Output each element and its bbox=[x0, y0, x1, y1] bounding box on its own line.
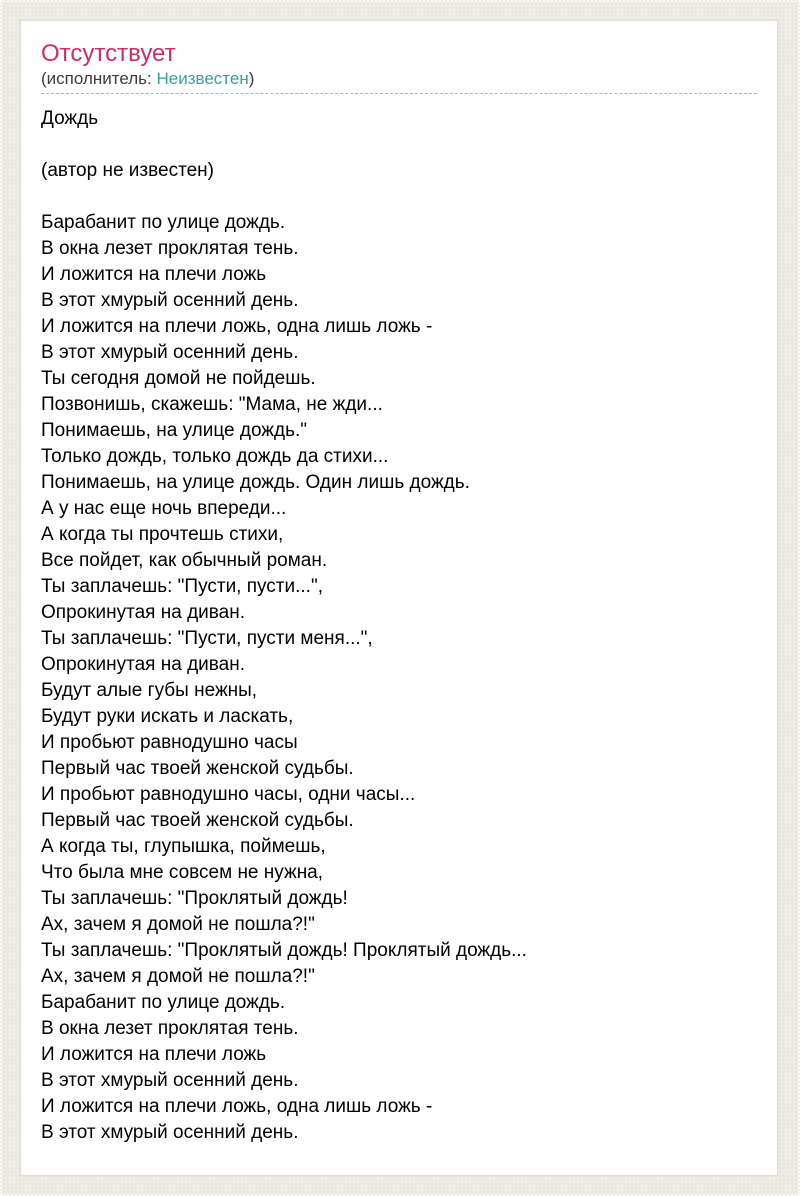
song-header bbox=[41, 41, 757, 94]
lyric-line: Ты сегодня домой не пойдешь. bbox=[41, 368, 316, 389]
lyric-line: А когда ты прочтешь стихи, bbox=[41, 524, 284, 545]
artist-link[interactable]: Неизвестен bbox=[156, 69, 249, 88]
lyric-line: Ах, зачем я домой не пошла?!" bbox=[41, 914, 315, 935]
artist-suffix-label: ) bbox=[248, 69, 255, 88]
lyric-line: В окна лезет проклятая тень. bbox=[41, 1018, 299, 1039]
lyric-line: В этот хмурый осенний день. bbox=[41, 1122, 299, 1143]
lyric-line: Что была мне совсем не нужна, bbox=[41, 862, 324, 883]
lyric-line: И пробьют равнодушно часы, одни часы... bbox=[41, 784, 416, 805]
lyric-line: Опрокинутая на диван. bbox=[41, 602, 245, 623]
lyric-line: И ложится на плечи ложь, одна лишь ложь - bbox=[41, 316, 433, 337]
lyric-line: Барабанит по улице дождь. bbox=[41, 212, 286, 233]
lyric-line: А у нас еще ночь впереди... bbox=[41, 498, 287, 519]
lyric-line: Все пойдет, как обычный роман. bbox=[41, 550, 328, 571]
artist-prefix-label: (исполнитель: bbox=[41, 69, 157, 88]
lyric-line: И ложится на плечи ложь, одна лишь ложь - bbox=[41, 1096, 433, 1117]
lyric-line: Первый час твоей женской судьбы. bbox=[41, 758, 354, 779]
lyric-line: Будут алые губы нежны, bbox=[41, 680, 258, 701]
lyric-line: Будут руки искать и ласкать, bbox=[41, 706, 294, 727]
lyric-line: Дождь bbox=[41, 108, 99, 129]
lyric-line: Барабанит по улице дождь. bbox=[41, 992, 286, 1013]
lyric-line: Ты заплачешь: "Проклятый дождь! Проклятый дождь... bbox=[41, 940, 527, 961]
lyric-line: Позвонишь, скажешь: "Мама, не жди... bbox=[41, 394, 383, 415]
lyric-line: Ах, зачем я домой не пошла?!" bbox=[41, 966, 315, 987]
lyric-line: Понимаешь, на улице дождь." bbox=[41, 420, 308, 441]
lyric-line: Первый час твоей женской судьбы. bbox=[41, 810, 354, 831]
lyric-line: В этот хмурый осенний день. bbox=[41, 1070, 299, 1091]
lyric-line: Только дождь, только дождь да стихи... bbox=[41, 446, 389, 467]
lyrics-card bbox=[20, 20, 778, 1176]
lyric-line: В окна лезет проклятая тень. bbox=[41, 238, 299, 259]
lyric-line: И пробьют равнодушно часы bbox=[41, 732, 298, 753]
lyric-line: В этот хмурый осенний день. bbox=[41, 342, 299, 363]
song-title: Отсутствует bbox=[41, 40, 176, 67]
lyric-line: В этот хмурый осенний день. bbox=[41, 290, 299, 311]
lyric-line: (автор не известен) bbox=[41, 160, 214, 181]
lyric-line: Понимаешь, на улице дождь. Один лишь дождь. bbox=[41, 472, 470, 493]
lyric-line: Ты заплачешь: "Пусти, пусти...", bbox=[41, 576, 323, 597]
lyric-line: А когда ты, глупышка, поймешь, bbox=[41, 836, 326, 857]
lyric-line: Опрокинутая на диван. bbox=[41, 654, 245, 675]
lyric-line bbox=[41, 184, 757, 210]
lyric-line: И ложится на плечи ложь bbox=[41, 1044, 267, 1065]
lyric-line: И ложится на плечи ложь bbox=[41, 264, 267, 285]
lyric-line: Ты заплачешь: "Проклятый дождь! bbox=[41, 888, 348, 909]
lyric-line: Ты заплачешь: "Пусти, пусти меня...", bbox=[41, 628, 373, 649]
artist-line bbox=[41, 67, 757, 94]
lyrics-text bbox=[41, 106, 757, 1146]
lyric-line bbox=[41, 132, 757, 158]
